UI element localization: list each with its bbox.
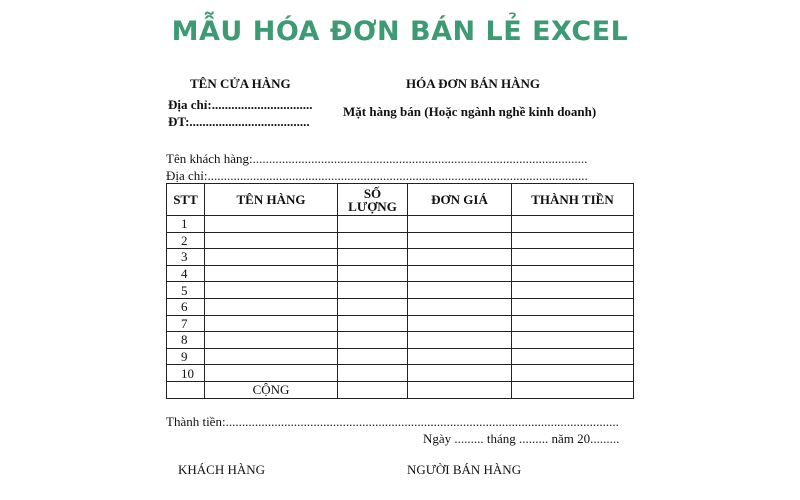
cell-unit-price bbox=[408, 216, 512, 233]
cell-stt: 2 bbox=[167, 232, 205, 249]
cell-amount bbox=[512, 232, 634, 249]
customer-name-line: Tên khách hàng:....................................................................................................... bbox=[166, 151, 588, 166]
cell-unit-price bbox=[408, 332, 512, 349]
cell-unit-price bbox=[408, 282, 512, 299]
table-row bbox=[167, 216, 634, 233]
cell-unit-price bbox=[408, 365, 512, 382]
date-line: Ngày ......... tháng ......... năm 20......... bbox=[423, 431, 620, 446]
cell-item-name bbox=[205, 365, 338, 382]
cell-unit-price bbox=[408, 265, 512, 282]
cell-quantity bbox=[338, 282, 408, 299]
table-row bbox=[167, 298, 634, 315]
table-body bbox=[167, 216, 634, 399]
cell-item-name bbox=[205, 315, 338, 332]
customer-address-line: Địa chỉ:..................................................................................................................... bbox=[166, 168, 588, 183]
cell-total-label: CỘNG bbox=[205, 381, 338, 398]
cell-unit-price bbox=[408, 381, 512, 398]
store-address-line: Địa chỉ:............................... bbox=[168, 97, 313, 112]
table-row bbox=[167, 348, 634, 365]
table-header-row bbox=[167, 184, 634, 216]
cell-amount bbox=[512, 265, 634, 282]
amount-in-words-line: Thành tiền:......................................................................................................................... bbox=[166, 414, 619, 429]
cell-quantity bbox=[338, 265, 408, 282]
cell-amount bbox=[512, 381, 634, 398]
cell-stt: 5 bbox=[167, 282, 205, 299]
header-item-name: TÊN HÀNG bbox=[205, 184, 338, 216]
cell-unit-price bbox=[408, 298, 512, 315]
cell-item-name bbox=[205, 348, 338, 365]
cell-amount bbox=[512, 365, 634, 382]
cell-quantity bbox=[338, 365, 408, 382]
store-phone-line: ĐT:..................................... bbox=[168, 114, 310, 129]
cell-item-name bbox=[205, 216, 338, 233]
cell-quantity bbox=[338, 298, 408, 315]
cell-quantity bbox=[338, 381, 408, 398]
store-name-label: TÊN CỬA HÀNG bbox=[190, 76, 291, 91]
cell-amount bbox=[512, 332, 634, 349]
cell-unit-price bbox=[408, 315, 512, 332]
cell-stt: 9 bbox=[167, 348, 205, 365]
cell-stt: 8 bbox=[167, 332, 205, 349]
seller-signature-label: NGƯỜI BÁN HÀNG bbox=[407, 462, 522, 477]
table-row bbox=[167, 265, 634, 282]
cell-item-name bbox=[205, 298, 338, 315]
cell-item-name bbox=[205, 232, 338, 249]
banner-title: MẪU HÓA ĐƠN BÁN LẺ EXCEL bbox=[171, 16, 629, 47]
header-unit-price: ĐƠN GIÁ bbox=[408, 184, 512, 216]
header-quantity-line2: LƯỢNG bbox=[348, 198, 397, 214]
invoice-table bbox=[166, 183, 634, 399]
cell-quantity bbox=[338, 249, 408, 266]
cell-stt: 7 bbox=[167, 315, 205, 332]
table-row bbox=[167, 282, 634, 299]
cell-stt bbox=[167, 381, 205, 398]
cell-amount bbox=[512, 315, 634, 332]
table-row bbox=[167, 365, 634, 382]
cell-quantity bbox=[338, 348, 408, 365]
cell-quantity bbox=[338, 315, 408, 332]
cell-stt: 3 bbox=[167, 249, 205, 266]
cell-unit-price bbox=[408, 348, 512, 365]
table-row bbox=[167, 232, 634, 249]
cell-unit-price bbox=[408, 249, 512, 266]
cell-amount bbox=[512, 216, 634, 233]
cell-amount bbox=[512, 298, 634, 315]
cell-stt: 1 bbox=[167, 216, 205, 233]
cell-quantity bbox=[338, 216, 408, 233]
cell-stt: 4 bbox=[167, 265, 205, 282]
cell-amount bbox=[512, 282, 634, 299]
customer-signature-label: KHÁCH HÀNG bbox=[178, 462, 266, 477]
table-total-row bbox=[167, 381, 634, 398]
table-row bbox=[167, 315, 634, 332]
cell-stt: 6 bbox=[167, 298, 205, 315]
invoice-title: HÓA ĐƠN BÁN HÀNG bbox=[406, 76, 540, 91]
table-row bbox=[167, 332, 634, 349]
header-quantity bbox=[338, 184, 408, 216]
cell-item-name bbox=[205, 282, 338, 299]
cell-stt: 10 bbox=[167, 365, 205, 382]
cell-amount bbox=[512, 249, 634, 266]
cell-quantity bbox=[338, 232, 408, 249]
header-quantity-line1: SỐ bbox=[363, 185, 382, 201]
cell-item-name bbox=[205, 332, 338, 349]
header-amount: THÀNH TIỀN bbox=[512, 184, 634, 216]
cell-unit-price bbox=[408, 232, 512, 249]
cell-item-name bbox=[205, 265, 338, 282]
cell-quantity bbox=[338, 332, 408, 349]
header-stt: STT bbox=[167, 184, 205, 216]
table-row bbox=[167, 249, 634, 266]
cell-amount bbox=[512, 348, 634, 365]
cell-item-name bbox=[205, 249, 338, 266]
invoice-subtitle: Mặt hàng bán (Hoặc ngành nghề kinh doanh) bbox=[343, 104, 597, 119]
